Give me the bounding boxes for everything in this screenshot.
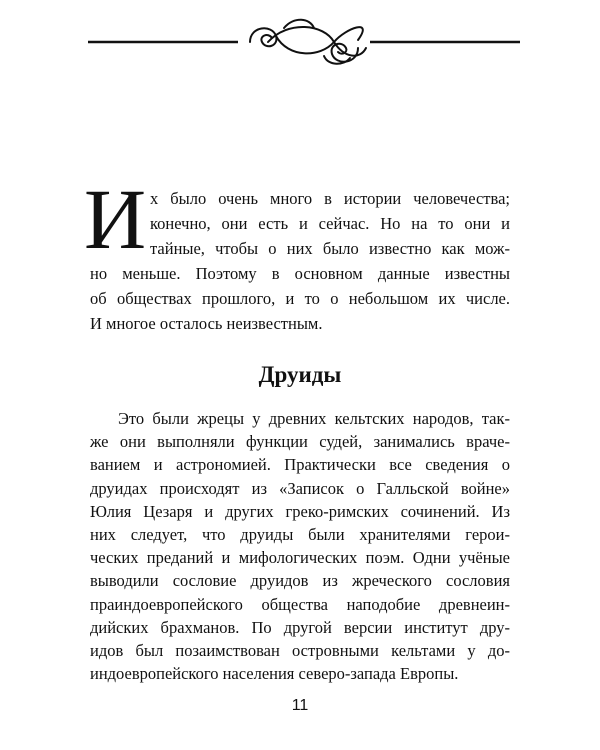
section-paragraph-line: ванием и астрономией. Практически все сведения о (90, 455, 510, 475)
section-paragraph-line: индоевропейского населения северо-запада Европы. (90, 664, 459, 684)
section-paragraph-line: ческих преданий и мифологических поэм. Одни учёные (90, 548, 510, 568)
section-paragraph-line: идов был позаимствован островными кельтами у до- (90, 641, 510, 660)
intro-line: конечно, они есть и сейчас. Но на то они и (150, 214, 510, 233)
section-paragraph-line: дийских брахманов. По другой версии институт дру- (90, 617, 510, 637)
decorative-flourish-ornament (88, 14, 520, 70)
section-paragraph-line: праиндоевропейского общества наподобие древнеин- (90, 594, 510, 614)
drop-cap-letter: И (84, 171, 147, 267)
section-paragraph-line: них следует, что друиды были хранителями герои- (90, 525, 510, 544)
section-paragraph-line: Юлия Цезаря и других греко-римских сочинений. Из (90, 501, 510, 521)
intro-line: х было очень много в истории человечества; (150, 189, 510, 208)
section-paragraph-line: же они выполняли функции судей, занимались враче- (90, 432, 510, 452)
intro-line: но меньше. Поэтому в основном данные известны (90, 264, 510, 283)
section-heading: Друиды (258, 362, 342, 387)
intro-line: тайные, чтобы о них было известно как мож- (150, 239, 510, 258)
intro-line: И многое осталось неизвестным. (90, 314, 323, 333)
section-paragraph-line: друидах происходят из «Записок о Галльской войне» (90, 478, 510, 498)
page-number: 11 (291, 697, 309, 714)
section-paragraph-line: выводили сословие друидов из жреческого сословия (90, 571, 510, 591)
section-paragraph-line: Это были жрецы у древних кельтских народов, так- (118, 409, 510, 428)
ornament-scroll (250, 20, 366, 64)
intro-line: об обществах прошлого, и то о небольшом их числе. (90, 289, 510, 308)
